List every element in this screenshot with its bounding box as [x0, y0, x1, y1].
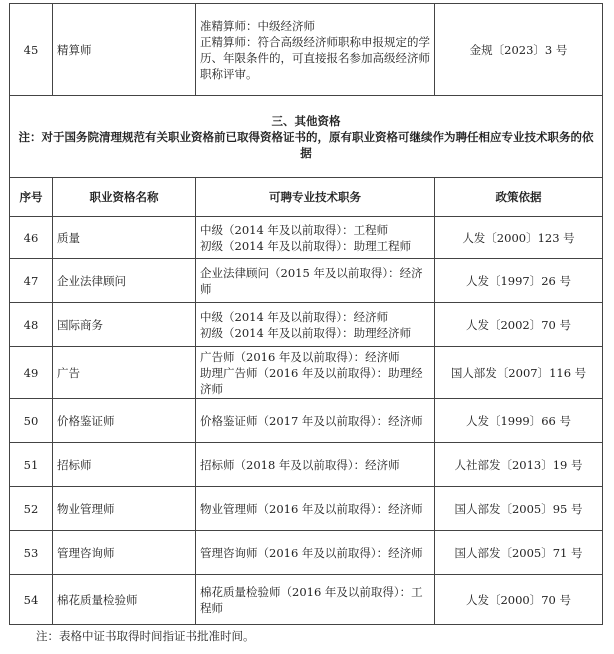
qualification-name: 价格鉴证师: [53, 399, 196, 443]
qualification-name: 招标师: [53, 443, 196, 487]
policy-basis: 人社部发〔2013〕19 号: [435, 443, 603, 487]
position-cell: 价格鉴证师（2017 年及以前取得）：经济师: [196, 399, 435, 443]
table-row: [10, 487, 603, 531]
column-header-row: [10, 178, 603, 217]
qualification-name: 管理咨询师: [53, 531, 196, 575]
section-header: [10, 96, 603, 178]
row-number: 52: [10, 487, 53, 531]
policy-basis: 国人部发〔2007〕116 号: [435, 347, 603, 399]
qualification-name: 国际商务: [53, 303, 196, 347]
policy-basis: 金规〔2023〕3 号: [435, 4, 603, 96]
section-row: [10, 96, 603, 178]
qualification-name: 广告: [53, 347, 196, 399]
qualification-name: 棉花质量检验师: [53, 575, 196, 625]
table-row: [10, 575, 603, 625]
position-cell: 招标师（2018 年及以前取得）：经济师: [196, 443, 435, 487]
policy-basis: 人发〔2000〕123 号: [435, 217, 603, 259]
position-line: 正精算师：符合高级经济师职称申报规定的学历、年限条件的，可直接报名参加高级经济师职称评审。: [200, 34, 430, 81]
table-row: [10, 259, 603, 303]
position-cell: [196, 4, 435, 96]
table-row: [10, 443, 603, 487]
position-cell: 棉花质量检验师（2016 年及以前取得）：工程师: [196, 575, 435, 625]
header-name: 职业资格名称: [53, 178, 196, 217]
table-row: [10, 303, 603, 347]
position-cell: 企业法律顾问（2015 年及以前取得）：经济师: [196, 259, 435, 303]
policy-basis: 人发〔1997〕26 号: [435, 259, 603, 303]
policy-basis: 人发〔2000〕70 号: [435, 575, 603, 625]
row-number: 48: [10, 303, 53, 347]
policy-basis: 国人部发〔2005〕71 号: [435, 531, 603, 575]
position-cell: 管理咨询师（2016 年及以前取得）：经济师: [196, 531, 435, 575]
row-number: 54: [10, 575, 53, 625]
table-row: [10, 399, 603, 443]
row-number: 51: [10, 443, 53, 487]
header-policy: 政策依据: [435, 178, 603, 217]
section-note: 注：对于国务院清理规范有关职业资格前已取得资格证书的，原有职业资格可继续作为聘任相应专业技术职务的依据: [18, 129, 594, 160]
position-cell: 中级（2014 年及以前取得）：工程师 初级（2014 年及以前取得）：助理工程师: [196, 217, 435, 259]
footnote: 注：表格中证书取得时间指证书批准时间。: [36, 629, 255, 643]
policy-basis: 人发〔1999〕66 号: [435, 399, 603, 443]
position-cell: 物业管理师（2016 年及以前取得）：经济师: [196, 487, 435, 531]
table-row: [10, 217, 603, 259]
position-line: 准精算师：中级经济师: [200, 18, 315, 33]
policy-basis: 人发〔2002〕70 号: [435, 303, 603, 347]
row-number: 50: [10, 399, 53, 443]
qualification-name: 精算师: [53, 4, 196, 96]
row-number: 47: [10, 259, 53, 303]
row-number: 46: [10, 217, 53, 259]
row-number: 53: [10, 531, 53, 575]
table-row: [10, 4, 603, 96]
header-position: 可聘专业技术职务: [196, 178, 435, 217]
policy-basis: 国人部发〔2005〕95 号: [435, 487, 603, 531]
table-row: [10, 347, 603, 399]
section-title: 三、其他资格: [271, 113, 341, 128]
header-number: 序号: [10, 178, 53, 217]
row-number: 49: [10, 347, 53, 399]
row-number: 45: [10, 4, 53, 96]
position-cell: 中级（2014 年及以前取得）：经济师 初级（2014 年及以前取得）：助理经济师: [196, 303, 435, 347]
qualification-table: [9, 3, 603, 625]
position-cell: 广告师（2016 年及以前取得）：经济师 助理广告师（2016 年及以前取得）：助理经济师: [196, 347, 435, 399]
qualification-name: 企业法律顾问: [53, 259, 196, 303]
qualification-name: 物业管理师: [53, 487, 196, 531]
qualification-name: 质量: [53, 217, 196, 259]
table-row: [10, 531, 603, 575]
